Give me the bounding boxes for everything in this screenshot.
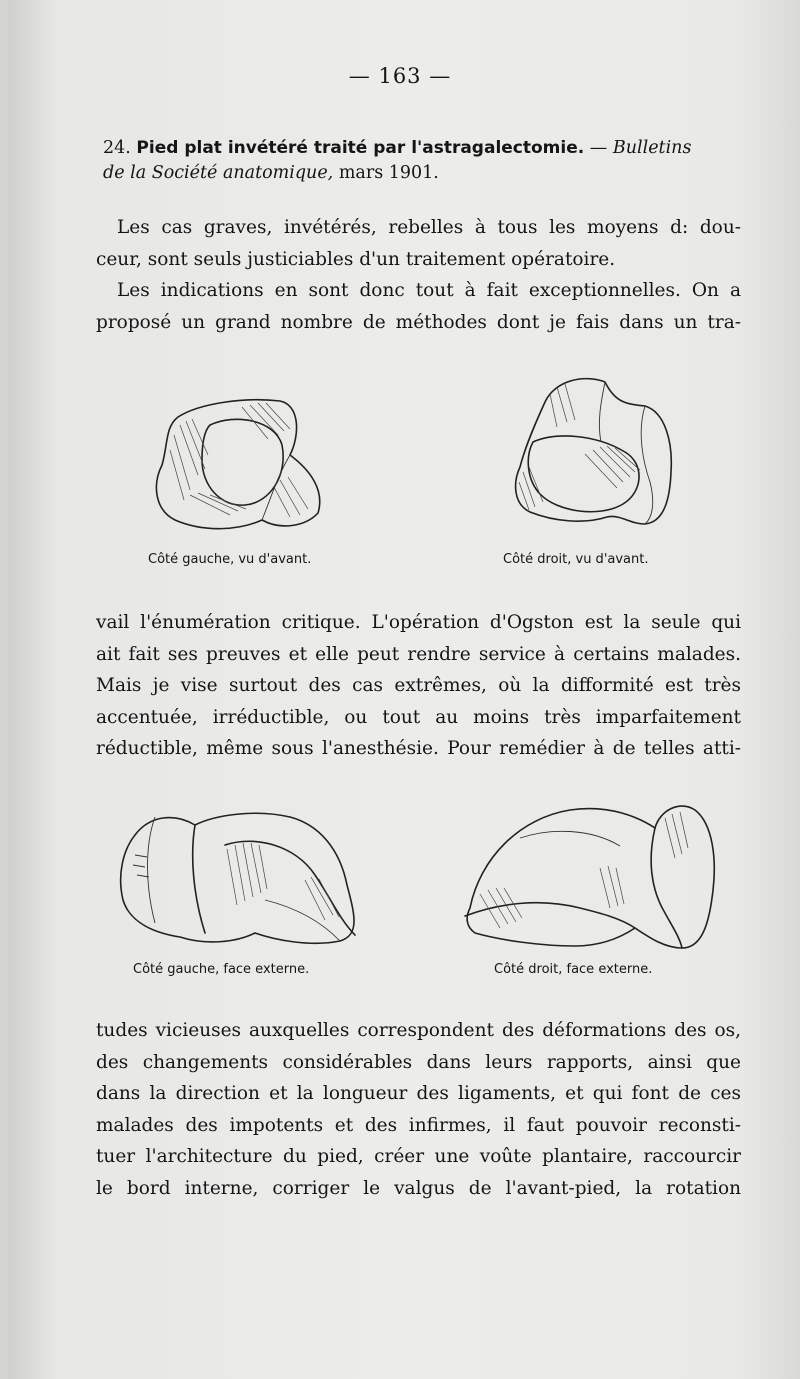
text-line: Mais je vise surtout des cas extrêmes, où la difformité est très	[96, 675, 741, 696]
heading-line-2	[103, 161, 743, 186]
talus-bone-illustration	[150, 395, 330, 535]
heading-journal-2: de la Société anatomique,	[103, 163, 334, 183]
caption-top-right: Côté droit, vu d'avant.	[503, 552, 649, 567]
text-line: dans la direction et la longueur des ligaments, et qui font de ces	[96, 1083, 741, 1104]
paragraph-3	[96, 1015, 741, 1204]
text-line: Les indications en sont donc tout à fait exceptionnelles. On a	[117, 280, 741, 301]
text-line: malades des impotents et des infirmes, il faut pouvoir reconsti-	[96, 1114, 741, 1136]
caption-bottom-left: Côté gauche, face externe.	[133, 962, 310, 977]
text-line: des changements considérables dans leurs rapports, ainsi que	[96, 1051, 741, 1073]
caption-top-left: Côté gauche, vu d'avant.	[148, 552, 312, 567]
paragraph-2	[96, 607, 741, 765]
text-line: accentuée, irréductible, ou tout au moins très imparfaitement	[96, 706, 741, 728]
figure-right-front-view	[505, 372, 685, 532]
heading-title: Pied plat invétéré traité par l'astragalectomie.	[136, 138, 585, 158]
text-line: le bord interne, corriger le valgus de l'avant-pied, la rotation	[96, 1177, 741, 1199]
text-line: ait fait ses preuves et elle peut rendre service à certains malades.	[96, 643, 741, 665]
section-heading	[103, 136, 743, 186]
talus-bone-illustration	[460, 798, 720, 953]
figure-left-front-view	[150, 395, 330, 535]
page-number: — 163 —	[348, 64, 452, 88]
text-line: tudes vicieuses auxquelles correspondent des déformations des os,	[96, 1020, 741, 1041]
text-line: réductible, même sous l'anesthésie. Pour remédier à de telles atti-	[96, 738, 741, 759]
caption-bottom-right: Côté droit, face externe.	[494, 962, 653, 977]
heading-date: mars 1901.	[338, 163, 439, 183]
figure-right-external-face	[460, 798, 720, 953]
heading-dash: —	[589, 138, 608, 158]
talus-bone-illustration	[505, 372, 685, 532]
heading-number: 24.	[103, 138, 131, 158]
text-line: tuer l'architecture du pied, créer une voûte plantaire, raccourcir	[96, 1146, 741, 1167]
text-line: Les cas graves, invétérés, rebelles à tous les moyens d: dou-	[117, 217, 741, 238]
heading-journal-1: Bulletins	[612, 138, 692, 158]
text-line: proposé un grand nombre de méthodes dont je fais dans un tra-	[96, 311, 741, 333]
talus-bone-illustration	[115, 805, 365, 950]
figure-left-external-face	[115, 805, 365, 950]
paragraph-1	[96, 212, 741, 338]
text-line: vail l'énumération critique. L'opération d'Ogston est la seule qui	[96, 612, 741, 633]
text-line: ceur, sont seuls justiciables d'un traitement opératoire.	[96, 248, 616, 270]
